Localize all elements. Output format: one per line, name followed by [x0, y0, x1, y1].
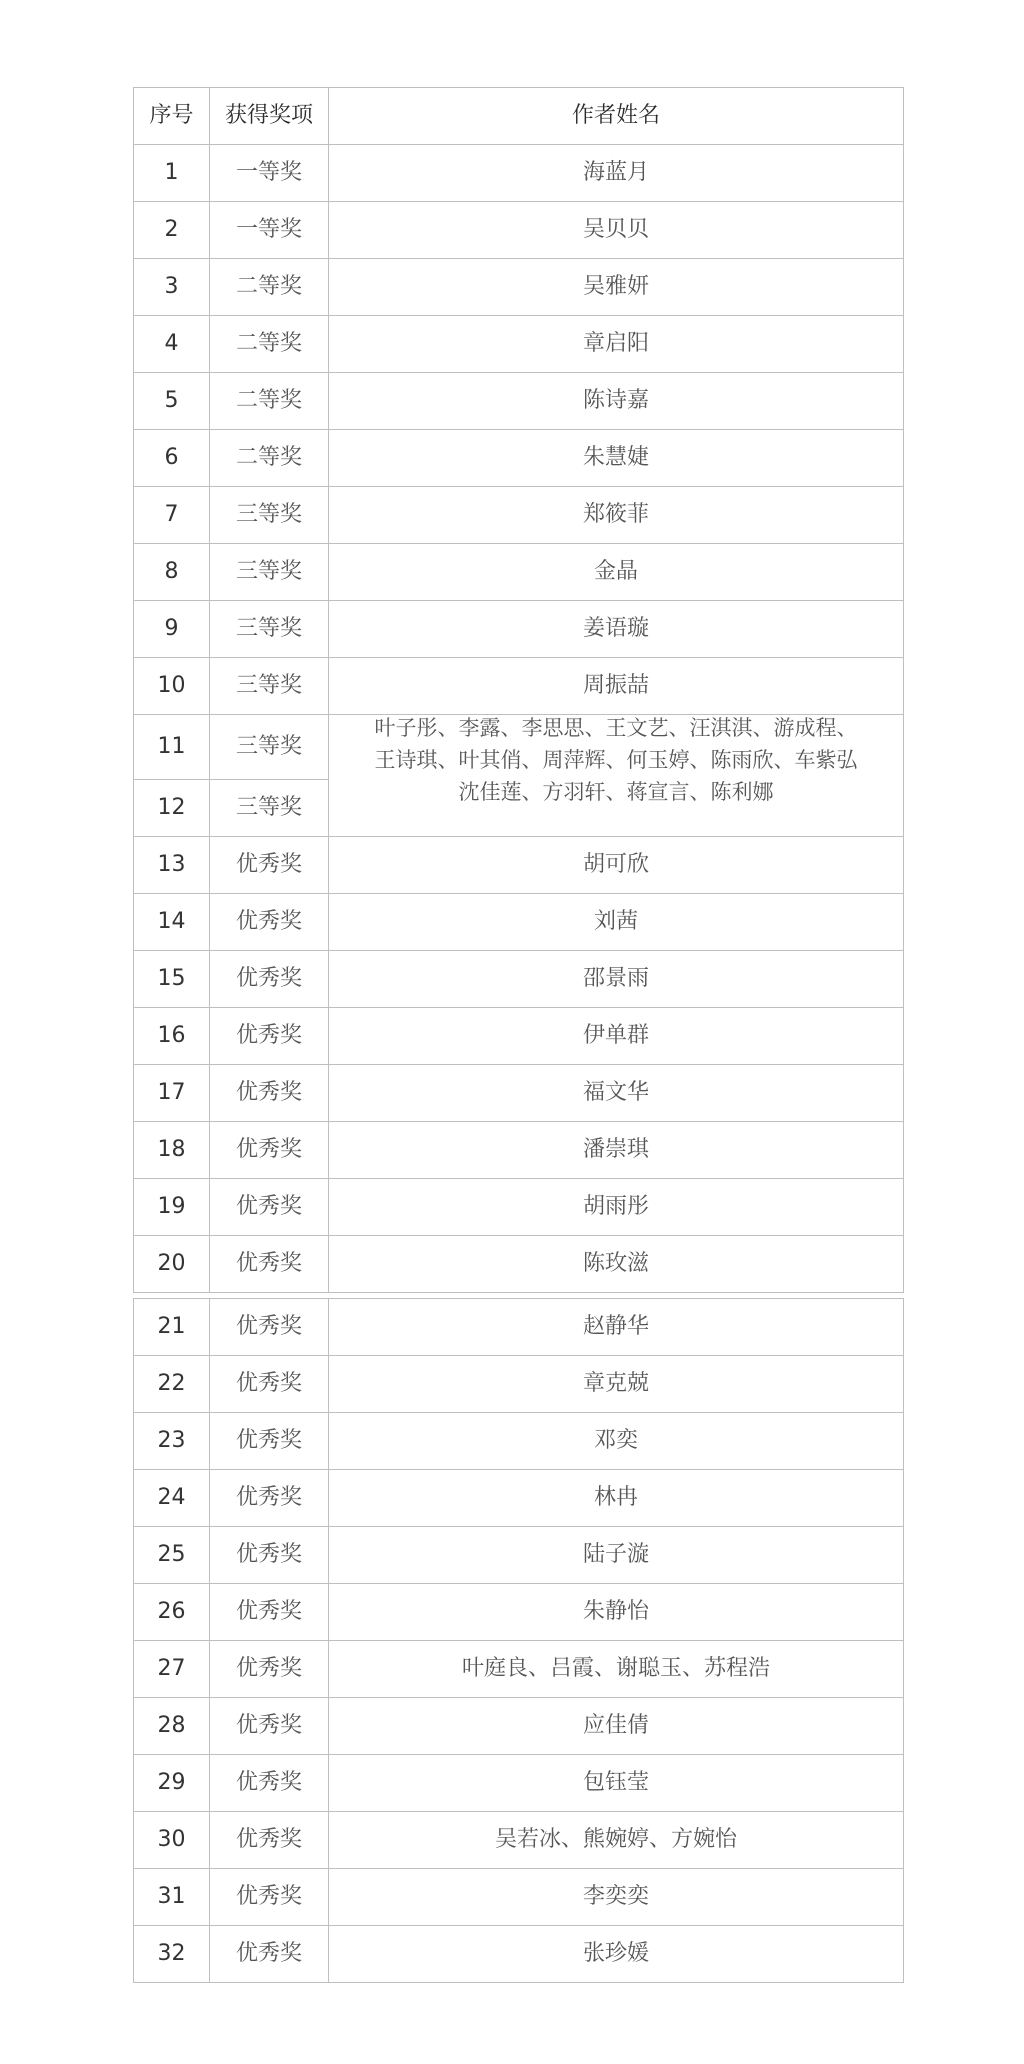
row-number: 12 [134, 780, 210, 837]
merged-names-line-3: 沈佳莲、方羽轩、蒋宣言、陈利娜 [458, 780, 774, 804]
row-award: 二等奖 [210, 259, 329, 316]
table-row [134, 658, 904, 715]
row-award: 三等奖 [210, 601, 329, 658]
row-number: 2 [134, 202, 210, 259]
row-award: 优秀奖 [210, 1584, 329, 1641]
row-names: 朱静怡 [329, 1584, 904, 1641]
row-number: 22 [134, 1356, 210, 1413]
row-award: 优秀奖 [210, 1869, 329, 1926]
row-award: 优秀奖 [210, 1812, 329, 1869]
table-row [134, 259, 904, 316]
header-names: 作者姓名 [329, 88, 904, 145]
row-number: 24 [134, 1470, 210, 1527]
row-number: 9 [134, 601, 210, 658]
table-row [134, 1299, 904, 1356]
row-award: 优秀奖 [210, 1122, 329, 1179]
row-names: 邓奕 [329, 1413, 904, 1470]
row-names: 郑筱菲 [329, 487, 904, 544]
row-names: 章克兢 [329, 1356, 904, 1413]
table-row [134, 1122, 904, 1179]
row-names: 林冉 [329, 1470, 904, 1527]
row-names: 邵景雨 [329, 951, 904, 1008]
row-number: 31 [134, 1869, 210, 1926]
row-number: 10 [134, 658, 210, 715]
row-award: 二等奖 [210, 430, 329, 487]
row-names: 潘崇琪 [329, 1122, 904, 1179]
row-names: 福文华 [329, 1065, 904, 1122]
row-award: 三等奖 [210, 715, 329, 780]
header-no: 序号 [134, 88, 210, 145]
row-award: 优秀奖 [210, 837, 329, 894]
row-number: 25 [134, 1527, 210, 1584]
row-award: 优秀奖 [210, 1236, 329, 1293]
row-names: 姜语璇 [329, 601, 904, 658]
row-award: 优秀奖 [210, 1470, 329, 1527]
row-names: 刘茜 [329, 894, 904, 951]
row-award: 二等奖 [210, 373, 329, 430]
row-number: 14 [134, 894, 210, 951]
table-row [134, 487, 904, 544]
row-award: 优秀奖 [210, 1299, 329, 1356]
table-row [134, 1869, 904, 1926]
row-names: 胡雨彤 [329, 1179, 904, 1236]
row-award: 优秀奖 [210, 1527, 329, 1584]
row-number: 27 [134, 1641, 210, 1698]
row-names: 李奕奕 [329, 1869, 904, 1926]
row-names: 陆子漩 [329, 1527, 904, 1584]
row-names: 赵静华 [329, 1299, 904, 1356]
table-row [134, 1755, 904, 1812]
row-names: 叶庭良、吕霞、谢聪玉、苏程浩 [329, 1641, 904, 1698]
table-row [134, 837, 904, 894]
row-number: 23 [134, 1413, 210, 1470]
row-number: 32 [134, 1926, 210, 1983]
header-award: 获得奖项 [210, 88, 329, 145]
row-number: 8 [134, 544, 210, 601]
row-names: 章启阳 [329, 316, 904, 373]
table-header-row [134, 88, 904, 145]
table-row [134, 316, 904, 373]
row-number: 30 [134, 1812, 210, 1869]
row-names: 周振喆 [329, 658, 904, 715]
table-row [134, 430, 904, 487]
table-row [134, 544, 904, 601]
row-number: 13 [134, 837, 210, 894]
row-number: 5 [134, 373, 210, 430]
table-row [134, 1356, 904, 1413]
row-number: 6 [134, 430, 210, 487]
row-names: 海蓝月 [329, 145, 904, 202]
table-row [134, 1584, 904, 1641]
merged-names-cell [329, 715, 904, 837]
row-names: 吴贝贝 [329, 202, 904, 259]
row-number: 11 [134, 715, 210, 780]
row-names: 金晶 [329, 544, 904, 601]
row-award: 一等奖 [210, 202, 329, 259]
row-number: 16 [134, 1008, 210, 1065]
table-row [134, 1698, 904, 1755]
table-row [134, 1236, 904, 1293]
row-number: 20 [134, 1236, 210, 1293]
row-number: 7 [134, 487, 210, 544]
table-row [134, 202, 904, 259]
row-number: 21 [134, 1299, 210, 1356]
table-row [134, 894, 904, 951]
row-names: 陈玫滋 [329, 1236, 904, 1293]
row-names: 伊单群 [329, 1008, 904, 1065]
row-names: 陈诗嘉 [329, 373, 904, 430]
row-number: 3 [134, 259, 210, 316]
row-names: 吴雅妍 [329, 259, 904, 316]
row-award: 优秀奖 [210, 951, 329, 1008]
table-row [134, 373, 904, 430]
row-award: 优秀奖 [210, 1413, 329, 1470]
row-award: 三等奖 [210, 780, 329, 837]
row-award: 优秀奖 [210, 1641, 329, 1698]
award-table-part-1 [133, 87, 904, 1293]
row-award: 优秀奖 [210, 1065, 329, 1122]
row-number: 17 [134, 1065, 210, 1122]
award-table-part-2 [133, 1298, 904, 1983]
row-award: 优秀奖 [210, 1755, 329, 1812]
row-names: 胡可欣 [329, 837, 904, 894]
table-row [134, 1926, 904, 1983]
table-row [134, 1527, 904, 1584]
row-number: 19 [134, 1179, 210, 1236]
row-award: 二等奖 [210, 316, 329, 373]
row-number: 1 [134, 145, 210, 202]
table-row [134, 1065, 904, 1122]
row-names: 应佳倩 [329, 1698, 904, 1755]
row-award: 一等奖 [210, 145, 329, 202]
row-names: 张珍媛 [329, 1926, 904, 1983]
row-names: 吴若冰、熊婉婷、方婉怡 [329, 1812, 904, 1869]
merged-names-line-2: 王诗琪、叶其俏、周萍辉、何玉婷、陈雨欣、车紫弘 [374, 748, 858, 772]
row-award: 优秀奖 [210, 1179, 329, 1236]
row-award: 三等奖 [210, 487, 329, 544]
table-row [134, 601, 904, 658]
row-names: 包钰莹 [329, 1755, 904, 1812]
row-award: 优秀奖 [210, 894, 329, 951]
table-row [134, 145, 904, 202]
row-number: 29 [134, 1755, 210, 1812]
table-row [134, 1470, 904, 1527]
row-award: 优秀奖 [210, 1356, 329, 1413]
row-award: 优秀奖 [210, 1926, 329, 1983]
row-number: 18 [134, 1122, 210, 1179]
table-row [134, 1812, 904, 1869]
merged-names-block [329, 715, 903, 809]
table-row [134, 1008, 904, 1065]
row-award: 三等奖 [210, 658, 329, 715]
table-row [134, 715, 904, 780]
row-award: 三等奖 [210, 544, 329, 601]
table-row [134, 1413, 904, 1470]
table-row [134, 951, 904, 1008]
row-number: 4 [134, 316, 210, 373]
row-number: 15 [134, 951, 210, 1008]
row-names: 朱慧婕 [329, 430, 904, 487]
row-award: 优秀奖 [210, 1698, 329, 1755]
row-number: 26 [134, 1584, 210, 1641]
merged-names-line-1: 叶子彤、李露、李思思、王文艺、汪淇淇、游成程、 [374, 716, 858, 740]
row-number: 28 [134, 1698, 210, 1755]
row-award: 优秀奖 [210, 1008, 329, 1065]
table-row [134, 1179, 904, 1236]
table-row [134, 1641, 904, 1698]
